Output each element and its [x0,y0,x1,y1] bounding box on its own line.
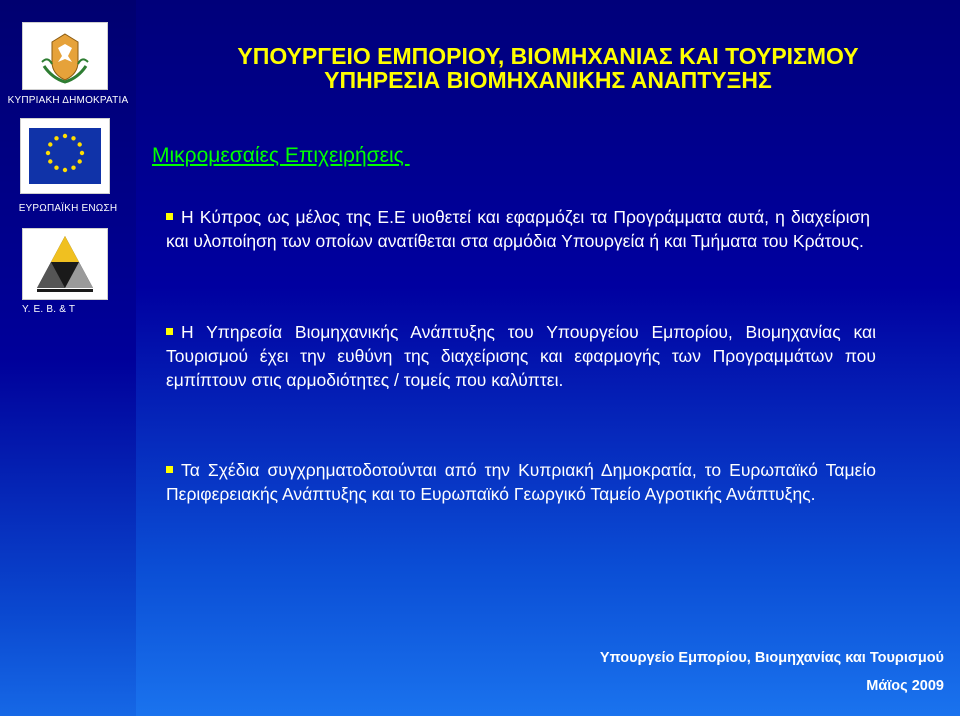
footer-ministry: Υπουργείο Εμπορίου, Βιομηχανίας και Τουρισμού [599,650,944,666]
cyprus-coat-of-arms-icon [22,22,108,90]
bullet-text: Τα Σχέδια συγχρηματοδοτούνται από την Κυπριακή Δημοκρατία, το Ευρωπαϊκό Ταμείο Περιφερειακής Ανάπτυξης και το Ευρωπαϊκό Γεωργικό Ταμείο Αγροτικής Ανάπτυξης. [166,460,876,504]
eu-flag-icon [20,118,110,194]
bullet-item [166,205,870,253]
section-subtitle: Μικρομεσαίες Επιχειρήσεις [152,144,410,167]
bullet-text: Η Υπηρεσία Βιομηχανικής Ανάπτυξης του Υπουργείου Εμπορίου, Βιομηχανίας και Τουρισμού έχει την ευθύνη της διαχείρισης και εφαρμογής των Προγραμμάτων που εμπίπτουν στις αρμοδιότητες / τομείς που καλύπτει. [166,322,876,390]
agency-logo-icon [22,228,108,300]
bullet-text: Η Κύπρος ως μέλος της Ε.Ε υιοθετεί και εφαρμόζει τα Προγράμματα αυτά, η διαχείριση και υλοποίηση των οποίων ανατίθεται στα αρμόδια Υπουργεία ή και Τμήματα του Κράτους. [166,207,870,251]
bullet-item [166,458,876,506]
eu-label: ΕΥΡΩΠΑΪΚΗ ΕΝΩΣΗ [18,203,118,214]
ministry-title: ΥΠΟΥΡΓΕΙΟ ΕΜΠΟΡΙΟΥ, ΒΙΟΜΗΧΑΝΙΑΣ ΚΑΙ ΤΟΥΡΙΣΜΟΥ [237,43,859,69]
agency-label: Υ. Ε. Β. & Τ [22,304,76,315]
bullet-square-icon [166,328,173,335]
bullet-square-icon [166,466,173,473]
bullet-item [166,320,876,392]
footer-date: Μάϊος 2009 [866,678,944,694]
bullet-square-icon [166,213,173,220]
republic-label: ΚΥΠΡΙΑΚΗ ΔΗΜΟΚΡΑΤΙΑ [7,95,129,106]
sidebar [0,0,136,716]
service-title: ΥΠΗΡΕΣΙΑ ΒΙΟΜΗΧΑΝΙΚΗΣ ΑΝΑΠΤΥΞΗΣ [324,67,772,93]
